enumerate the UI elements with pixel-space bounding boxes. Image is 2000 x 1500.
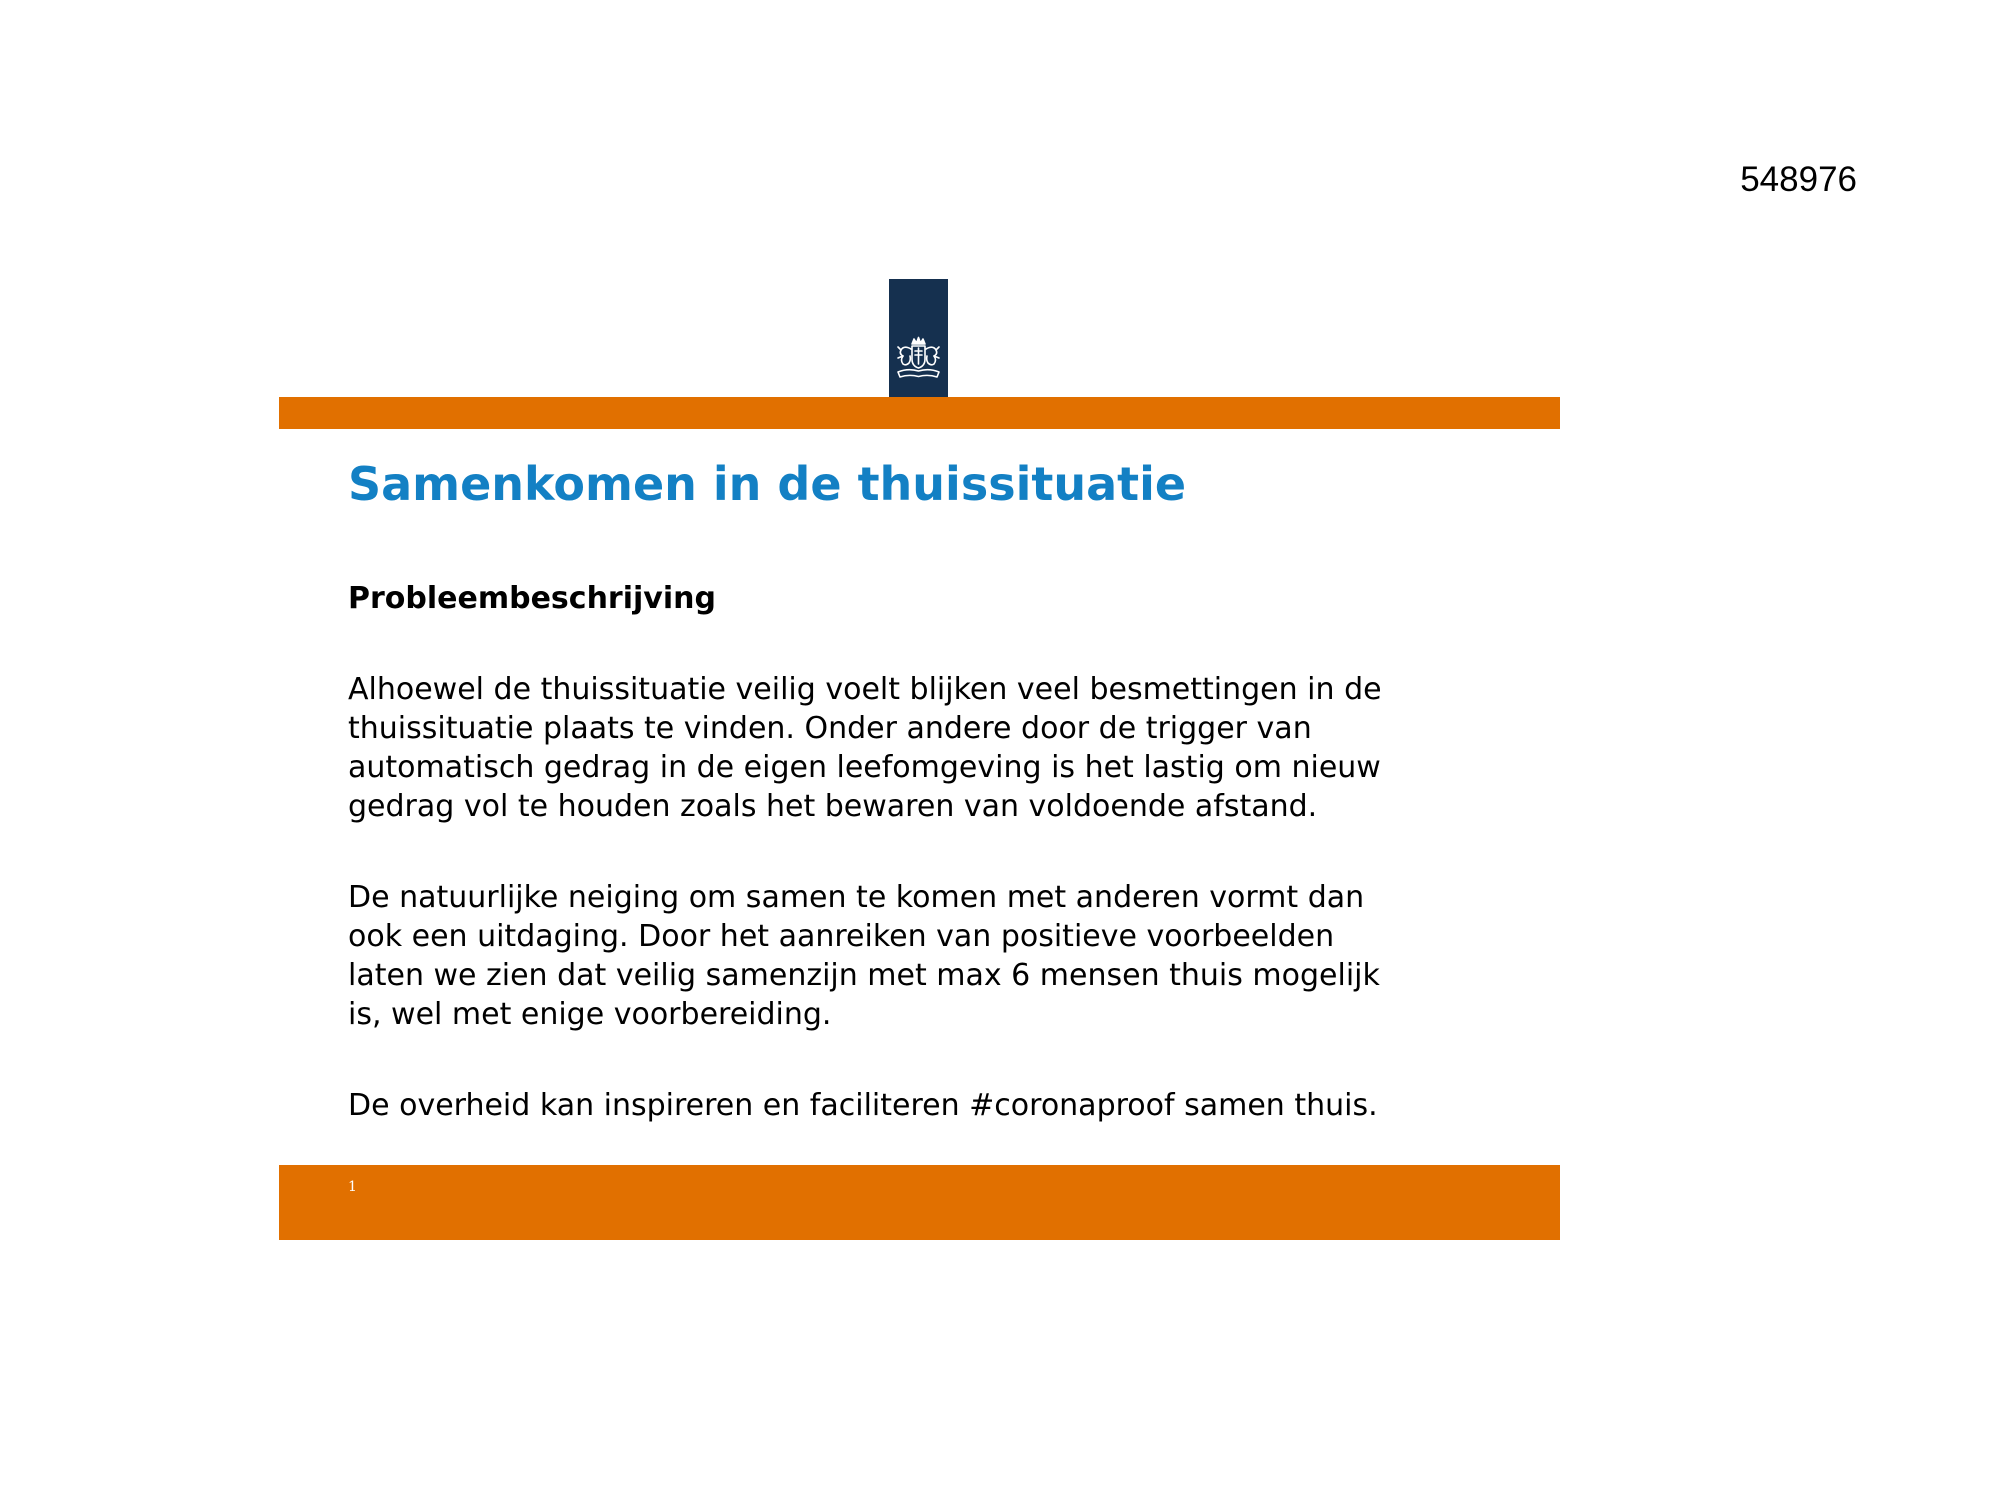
section-heading: Probleembeschrijving xyxy=(348,581,716,616)
top-accent-bar xyxy=(279,397,1560,429)
slide xyxy=(279,279,1560,1240)
government-logo xyxy=(889,279,948,397)
paragraph-line: automatisch gedrag in de eigen leefomgeving is het lastig om nieuw xyxy=(348,750,1381,785)
bottom-accent-bar xyxy=(279,1165,1560,1240)
paragraph-problem xyxy=(348,670,1498,826)
paragraph-line: De overheid kan inspireren en faciliteren #coronaproof samen thuis. xyxy=(348,1088,1378,1123)
rijksoverheid-coat-of-arms-icon xyxy=(892,335,945,381)
page-number: 1 xyxy=(348,1179,357,1195)
paragraph-government xyxy=(348,1086,1498,1125)
document-id: 548976 xyxy=(1740,160,1857,199)
paragraph-line: Alhoewel de thuissituatie veilig voelt blijken veel besmettingen in de xyxy=(348,672,1382,707)
paragraph-line: ook een uitdaging. Door het aanreiken van positieve voorbeelden xyxy=(348,919,1335,954)
paragraph-challenge xyxy=(348,878,1498,1034)
paragraph-line: laten we zien dat veilig samenzijn met max 6 mensen thuis mogelijk xyxy=(348,958,1380,993)
slide-title: Samenkomen in de thuissituatie xyxy=(348,457,1187,511)
paragraph-line: thuissituatie plaats te vinden. Onder andere door de trigger van xyxy=(348,711,1312,746)
paragraph-line: De natuurlijke neiging om samen te komen met anderen vormt dan xyxy=(348,880,1365,915)
paragraph-line: is, wel met enige voorbereiding. xyxy=(348,997,832,1032)
paragraph-line: gedrag vol te houden zoals het bewaren van voldoende afstand. xyxy=(348,789,1318,824)
